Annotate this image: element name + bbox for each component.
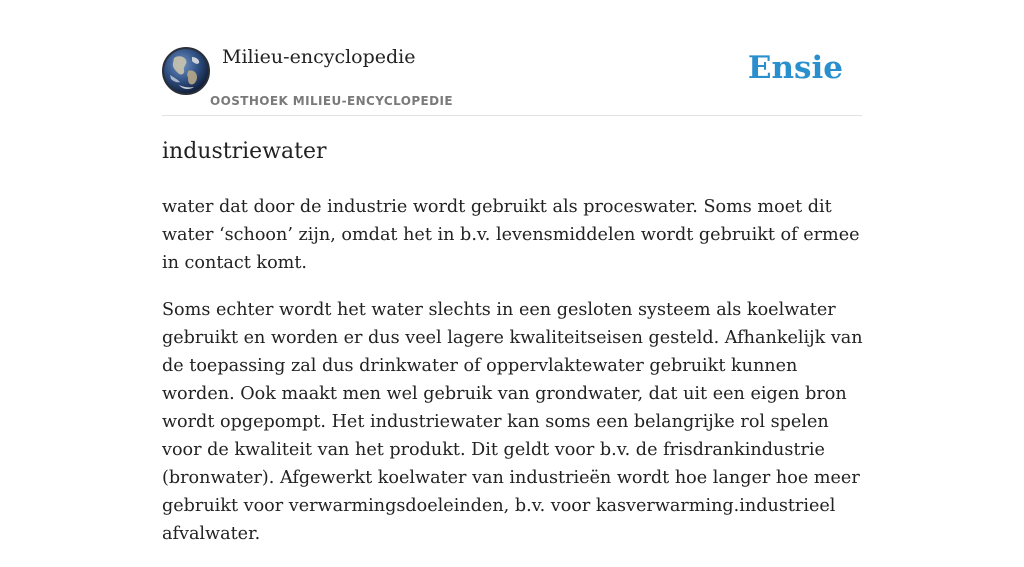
site-subtitle: OOSTHOEK MILIEU-ENCYCLOPEDIE [210, 94, 453, 108]
earth-globe-icon[interactable] [162, 47, 210, 95]
site-title[interactable]: Milieu-encyclopedie [222, 46, 416, 68]
site-header [162, 44, 862, 116]
entry-body [162, 193, 870, 567]
entry-paragraph: water dat door de industrie wordt gebruikt als proceswater. Soms moet dit water ‘schoon’ zijn, omdat het in b.v. levensmiddelen wordt gebruikt of ermee in contact komt. [162, 197, 860, 273]
brand-logo[interactable]: Ensie [747, 50, 843, 86]
entry-paragraph: Soms echter wordt het water slechts in een gesloten systeem als koelwater gebruikt en worden er dus veel lagere kwaliteitseisen gesteld. Afhankelijk van de toepassing zal dus drinkwater of oppervlaktewater gebruikt kunnen worden. Ook maakt men wel gebruik van grondwater, dat uit een eigen bron wordt opgepompt. Het industriewater kan soms een belangrijke rol spelen voor de kwaliteit van het produkt. Dit geldt voor b.v. de frisdrankindustrie (bronwater). Afgewerkt koelwater van industrieën wordt hoe langer hoe meer gebruikt voor verwarmingsdoeleinden, b.v. voor kasverwarming.industrieel afvalwater. [162, 300, 863, 544]
entry-title: industriewater [162, 139, 327, 164]
